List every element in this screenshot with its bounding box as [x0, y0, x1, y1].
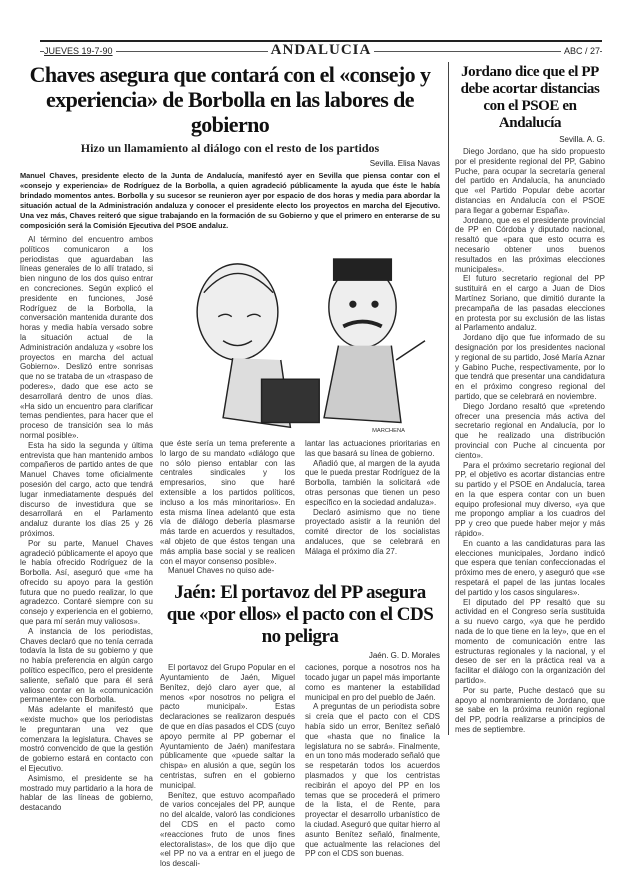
paragraph: A instancia de los periodistas, Chaves declaró que no tenía cerrada todavía la lista de su gobierno y que no había preferencia en algún cargo político específico, pero el presidente saliente, señaló que para él será valioso contar en la «comunicación permanente» con Borbolla. [20, 626, 153, 705]
right-byline: Sevilla. A. G. [559, 135, 605, 144]
paragraph: Al término del encuentro ambos políticos comunicaron a los periodistas que aguardaban las líneas generales de lo allí tratado, si bien ninguno de los dos quiso entrar en concreciones. Según explicó el presidente en funciones, José Rodríguez de la Borbolla, la conversación mantenida durante dos horas y media había versado sobre la situación actual de la Administración andaluza y «sobre los proyectos en marcha del actual Gobierno». Deslizó entre sonrisas que no se trataba de un «traspaso de poderes», dado que ese acto se desarrollará dentro de unos días. «Ha sido un encuentro para clarificar temas pendientes, para hacer que el proceso de transición sea lo más normal posible». [20, 235, 153, 440]
paragraph: Diego Jordano resaltó que «pretendo ofrecer una presencia más activa del secretario regional en Andalucía, por lo que he realizado una distribución provincial con Puche al cincuenta por ciento». [455, 401, 605, 460]
paragraph: Diego Jordano, que ha sido propuesto por el presidente regional del PP, Gabino Puche, para ocupar la secretaría general del partido en Andalucía, ha anunciado que «el Partido Popular debe acortar distancias en Andalucía con el PSOE para llegar a gobernar España». [455, 147, 605, 215]
paragraph: Manuel Chaves no quiso ade- [168, 566, 275, 576]
paragraph: Jordano dijo que fue informado de su designación por los presidentes nacional y regional de su partido, José María Aznar y Gabino Puche, respectivamente, por lo que tendrá que presentar una candidatura en el próximo congreso regional del partido, que se celebrará en noviembre. [455, 333, 605, 401]
middle-area [160, 235, 440, 869]
cartoon-signature: MARCHENA [372, 428, 406, 435]
jaen-columns [160, 663, 440, 869]
jaen-byline: Jaén. G. D. Morales [368, 651, 440, 661]
jaen-column-2 [305, 663, 440, 869]
page-header [40, 40, 602, 58]
section-label: ANDALUCIA [268, 42, 375, 58]
right-story-area [448, 62, 605, 735]
main-column-1 [20, 235, 153, 813]
paragraph: Jordano, que es el presidente provincial de PP en Córdoba y diputado nacional, resaltó que «para que esto ocurra es necesario obtener unos buenos resultados en las próximas elecciones municipales». [455, 215, 605, 274]
paragraph: Declaró asimismo que no tiene proyectado asistir a la reunión del comité director de los socialistas andaluces, que se celebrará en Málaga el próximo día 27. [305, 507, 440, 556]
section-title [40, 42, 602, 59]
right-headline: Jordano dice que el PP debe acortar distancias con el PSOE en Andalucía [460, 64, 600, 131]
main-subheadline: Hizo un llamamiento al diálogo con el resto de los partidos [80, 141, 380, 155]
main-byline: Sevilla. Elisa Navas [369, 159, 440, 168]
story-columns [20, 235, 440, 869]
paragraph: El futuro secretario regional del PP sustituirá en el cargo a Juan de Dios Martínez Soriano, que dimitió durante la precampaña de las pasadas elecciones en protesta por su exclusión de las listas al Parlamento andaluz. [455, 274, 605, 333]
paragraph: A preguntas de un periodista sobre si creía que el pacto con el CDS había sido un error, Benítez señaló que «hasta que no finalice la legislatura no se sabrá». Finalmente, en un tono más moderado señaló que se respetarán todos los acuerdos plasmados y que los centristas recibirán el apoyo del PP en los temas que se procederá el primero de la lista, el de Rente, para proyectar el desarrollo urbanístico de la ciudad. Aseguró que quitar hierro al asunto Benítez señaló, finalmente, que actualmente las relaciones del PP con el CDS son buenas. [305, 702, 440, 859]
paragraph: Asimismo, el presidente se ha mostrado muy partidario a la hora de hablar de las líneas de gobierno, destacando [20, 773, 153, 813]
paragraph: Benítez, que estuvo acompañado de varios concejales del PP, aunque no del alcalde, valoró las condiciones del CDS en el pacto como «reacciones fruto de unos fines electoralistas», de los que dijo que «el PP no va a entrar en el juego de los descali- [160, 790, 295, 869]
paragraph: Para el próximo secretario regional del PP, el objetivo es acortar distancias entre su partido y el PSOE en Andalucía, tarea en la que espera contar con un buen equipo profesional muy diverso, «ya que me propongo ampliar a los cuadros del PP y creo que puede haber mejor y más rápido». [455, 460, 605, 539]
paragraph: En cuanto a las candidaturas para las elecciones municipales, Jordano indicó que espera que tenían confeccionadas el próximo mes de enero, y aseguró que «se respetará el papel de las juntas locales del partido y los casos singulares». [455, 538, 605, 597]
main-headline: Chaves asegura que contará con el «consejo y experiencia» de Borbolla en las labores de gobierno [29, 62, 431, 137]
paragraph: caciones, porque a nosotros nos ha tocado jugar un papel más importante como es mantener la estabilidad municipal en pro del pueblo de Jaén. [305, 663, 440, 702]
main-column-3 [305, 439, 440, 576]
main-lead: Manuel Chaves, presidente electo de la Junta de Andalucía, manifestó ayer en Sevilla que piensa contar con el «consejo y experiencia» de Rodríguez de la Borbolla, a quien agradeció públicamente la ayuda que éste le había brindado momentos antes. Borbolla y su sucesor se reunieron ayer por espacio de dos horas y media para abordar la situación actual de la Administración andaluza y conocer el presidente electo los proyectos en marcha del Ejecutivo. Una vez más, Chaves reiteró que sigue trabajando en la formación de su Gobierno y que el primero en enterarse de su composición será la Comisión Ejecutiva del PSOE andaluz. [20, 171, 440, 230]
paragraph: Esta ha sido la segunda y última entrevista que han mantenido ambos compañeros de partido antes de que Manuel Chaves tome oficialmente posesión del cargo, acto que tendrá lugar inmediatamente después del discurso de investidura que se desarrollará en el Parlamento andaluz durante los días 25 y 26 próximos. [20, 440, 153, 538]
jaen-column-1 [160, 663, 295, 869]
paragraph: El diputado del PP resaltó que su actividad en el Congreso sería sustituida a su nuevo cargo, «ya que he perdido nada de lo que tiene en la ley», que en el momento de comunicación entre las estructuras regionales y la nacional, y el deseo de ser en la práctica real va a facilitar el diálogo con la organización del partido». [455, 597, 605, 686]
paragraph: Más adelante el manifestó que «existe mucho» que los periodistas le preguntaran una vez que comenzara la legislatura. Chaves se mostró convencido de que la gestión de gobierno estará en contacto con el Ejecutivo. [20, 705, 153, 774]
caricature-illustration [160, 235, 440, 435]
page-number: ABC / 27 [561, 46, 600, 56]
jaen-headline: Jaén: El portavoz del PP asegura que «por ellos» el pacto con el CDS no peligra [166, 582, 434, 648]
paragraph: Por su parte, Puche destacó que su apoyo al nombramiento de Jordano, que se sabe en la próxima reunión regional del PP, podría realizarse a principios de mes de septiembre. [455, 685, 605, 735]
paragraph: lantar las actuaciones prioritarias en las que basará su línea de gobierno. [305, 439, 440, 458]
paragraph: El portavoz del Grupo Popular en el Ayuntamiento de Jaén, Miguel Benítez, dejó claro ayer que, al menos «por nosotros no peligra el pacto municipal». Estas declaraciones se realizaron después de que en días pasados el CDS (cuyo apoyo permite al PP gobernar el Ayuntamiento de Jaén) manifestara públicamente que «puede saltar la chispa» en alusión a que, según los centristas, sufren en el gobierno municipal. [160, 663, 295, 790]
main-column-2 [160, 439, 295, 576]
page-body [20, 62, 605, 869]
paragraph: Por su parte, Manuel Chaves agradeció públicamente el apoyo que le había ofrecido Rodríguez de la Borbolla. Así, aseguró que «me ha ofrecido su apoyo para la gestión futura que no puedo realizar, lo que agradezco. Contaré siempre con su consejo y experiencia en el gobierno, que para mí serán muy valiosos». [20, 538, 153, 627]
header-date: JUEVES 19-7-90 [44, 46, 116, 56]
main-continuation [160, 439, 440, 576]
paragraph: que éste sería un tema preferente a lo largo de su mandato «diálogo que no sólo pienso entablar con las centrales sindicales y los empresarios, sino que haré extensible a los partidos políticos, incluso a los más minoritarios». En esta misma línea adelantó que esta vía de diálogo debería plasmarse más tarde en acuerdos y resultados, «al objeto de que éstos tengan una más amplia base social y se realicen con el mayor consenso posible». [160, 439, 295, 566]
paragraph: Añadió que, al margen de la ayuda que le pueda prestar Rodríguez de la Borbolla, también la solicitará «de otras personas que tienen un peso específico en la sociedad andaluza». [305, 458, 440, 507]
main-story-area [20, 62, 440, 869]
right-column [455, 147, 605, 735]
